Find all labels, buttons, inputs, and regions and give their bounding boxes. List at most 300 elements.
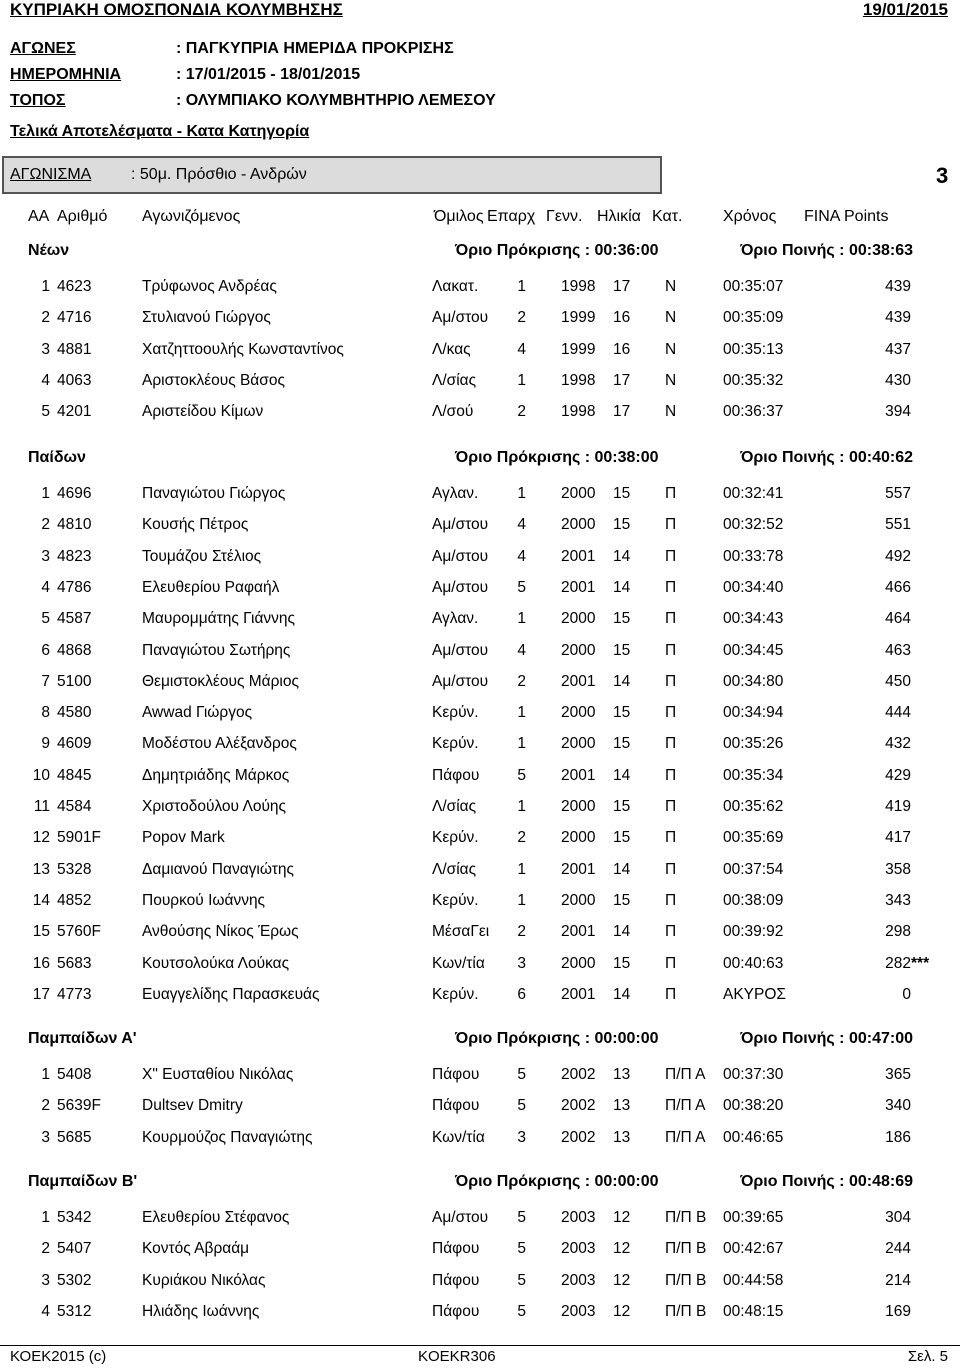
cell-time: 00:39:65 (723, 1209, 784, 1226)
cell-pos: 2 (41, 1240, 50, 1257)
cell-time: 00:34:40 (723, 579, 784, 596)
result-row (0, 372, 960, 403)
cell-club: Πάφου (432, 1240, 480, 1257)
cell-name: Popov Mark (142, 829, 225, 846)
cell-time: 00:42:67 (723, 1240, 784, 1257)
cell-id: 4696 (57, 485, 92, 502)
cell-year: 1998 (561, 372, 596, 389)
cell-name: Τουμάζου Στέλιος (142, 548, 262, 565)
cell-name: Τρύφωνος Ανδρέας (142, 278, 277, 295)
cell-club: Λ/σίας (432, 798, 477, 815)
cell-cat: Π/Π Β (665, 1240, 707, 1257)
footer-copyright: ΚΟΕΚ2015 (c) (10, 1348, 107, 1365)
cell-pos: 9 (41, 735, 50, 752)
cell-pts: 551 (885, 516, 911, 533)
cell-year: 2000 (561, 735, 596, 752)
cell-age: 15 (613, 485, 631, 502)
result-row (0, 861, 960, 892)
cell-name: Παναγιώτου Σωτήρης (142, 642, 291, 659)
cell-pts: 419 (885, 798, 911, 815)
cell-age: 15 (613, 892, 631, 909)
meta-label-competition: ΑΓΩΝΕΣ (10, 40, 76, 57)
cell-year: 2003 (561, 1209, 596, 1226)
cell-club: Πάφου (432, 767, 480, 784)
cell-dist: 2 (517, 403, 526, 420)
result-row (0, 1066, 960, 1097)
qualifying-limit: Όριο Πρόκρισης : 00:00:00 (455, 1173, 659, 1190)
cell-age: 12 (613, 1209, 631, 1226)
cell-year: 2000 (561, 798, 596, 815)
cell-pts: 429 (885, 767, 911, 784)
cell-pts: 430 (885, 372, 911, 389)
cell-year: 2003 (561, 1303, 596, 1320)
cell-cat: Π/Π Β (665, 1303, 707, 1320)
event-label: ΑΓΩΝΙΣΜΑ (10, 166, 92, 183)
cell-year: 2000 (561, 704, 596, 721)
cell-pos: 15 (32, 923, 50, 940)
cell-pts: 464 (885, 610, 911, 627)
cell-dist: 4 (517, 642, 526, 659)
cell-cat: Π (665, 829, 677, 846)
cell-age: 17 (613, 372, 631, 389)
cell-age: 14 (613, 986, 631, 1003)
cell-time: 00:34:45 (723, 642, 784, 659)
cell-dist: 1 (517, 278, 526, 295)
cell-name: Μαυρομμάτης Γιάννης (142, 610, 295, 627)
cell-time: 00:35:09 (723, 309, 784, 326)
cell-pos: 1 (41, 1066, 50, 1083)
qualifying-limit: Όριο Πρόκρισης : 00:00:00 (455, 1030, 659, 1047)
qualifying-limit: Όριο Πρόκρισης : 00:36:00 (455, 242, 659, 259)
cell-id: 5342 (57, 1209, 92, 1226)
cell-name: Ελευθερίου Στέφανος (142, 1209, 290, 1226)
cell-time: 00:35:07 (723, 278, 784, 295)
cell-age: 12 (613, 1303, 631, 1320)
penalty-limit: Όριο Ποινής : 00:38:63 (740, 242, 913, 259)
cell-id: 4852 (57, 892, 92, 909)
cell-club: Αγλαν. (432, 485, 479, 502)
cell-pts: 298 (885, 923, 911, 940)
cell-pos: 1 (41, 1209, 50, 1226)
cell-pos: 5 (41, 403, 50, 420)
cell-id: 5408 (57, 1066, 92, 1083)
cell-club: Κερύν. (432, 892, 479, 909)
cell-name: Ευαγγελίδης Παρασκευάς (142, 986, 320, 1003)
cell-time: 00:34:43 (723, 610, 784, 627)
cell-pts: 0 (902, 986, 911, 1003)
cell-name: Dultsev Dmitry (142, 1097, 243, 1114)
cell-dist: 5 (517, 767, 526, 784)
cell-age: 13 (613, 1129, 631, 1146)
report-subtitle: Τελικά Αποτελέσματα - Κατα Κατηγορία (10, 123, 310, 140)
col-header-category: Κατ. (652, 208, 683, 225)
result-row (0, 1272, 960, 1303)
result-row (0, 642, 960, 673)
cell-cat: Ν (665, 372, 677, 389)
cell-time: 00:35:69 (723, 829, 784, 846)
print-date: 19/01/2015 (862, 0, 948, 19)
cell-time: 00:36:37 (723, 403, 784, 420)
category-name: Παμπαίδων Β' (28, 1173, 138, 1190)
cell-year: 2001 (561, 767, 596, 784)
cell-name: Δημητριάδης Μάρκος (142, 767, 290, 784)
cell-age: 12 (613, 1240, 631, 1257)
cell-year: 2001 (561, 986, 596, 1003)
cell-pos: 12 (32, 829, 50, 846)
cell-dist: 2 (517, 309, 526, 326)
cell-time: 00:32:41 (723, 485, 784, 502)
cell-cat: Π/Π Β (665, 1272, 707, 1289)
cell-pts: 343 (885, 892, 911, 909)
cell-id: 5312 (57, 1303, 92, 1320)
cell-pos: 2 (41, 516, 50, 533)
result-row (0, 341, 960, 372)
cell-pos: 11 (33, 798, 50, 815)
col-header-club: Όμιλος (434, 208, 484, 225)
cell-cat: Π (665, 798, 677, 815)
cell-cat: Ν (665, 403, 677, 420)
col-header-name: Αγωνιζόμενος (142, 208, 241, 225)
cell-age: 13 (613, 1097, 631, 1114)
cell-time: 00:34:94 (723, 704, 784, 721)
cell-pts: 439 (885, 309, 911, 326)
cell-dist: 5 (517, 1272, 526, 1289)
cell-age: 14 (613, 923, 631, 940)
cell-age: 17 (613, 403, 631, 420)
result-row (0, 1129, 960, 1160)
cell-time: 00:39:92 (723, 923, 784, 940)
cell-club: Πάφου (432, 1066, 480, 1083)
col-header-fina-points: FINA Points (804, 208, 889, 225)
result-row (0, 923, 960, 954)
cell-pos: 3 (41, 341, 50, 358)
cell-pts: 432 (885, 735, 911, 752)
cell-club: ΜέσαΓει (432, 923, 490, 940)
result-row (0, 278, 960, 309)
cell-name: Χριστοδούλου Λούης (142, 798, 287, 815)
cell-name: Χ" Ευσταθίου Νικόλας (142, 1066, 294, 1083)
result-row (0, 548, 960, 579)
cell-pos: 8 (41, 704, 50, 721)
cell-dist: 1 (517, 610, 526, 627)
cell-pts: 214 (885, 1272, 911, 1289)
cell-age: 15 (613, 704, 631, 721)
cell-pts: 304 (885, 1209, 911, 1226)
cell-time: 00:35:26 (723, 735, 784, 752)
cell-club: Κων/τία (432, 955, 485, 972)
col-header-time: Χρόνος (723, 208, 777, 225)
cell-dist: 5 (517, 1066, 526, 1083)
cell-pts: 244 (885, 1240, 911, 1257)
cell-dist: 1 (517, 704, 526, 721)
federation-title: ΚΥΠΡΙΑΚΗ ΟΜΟΣΠΟΝΔΙΑ ΚΟΛΥΜΒΗΣΗΣ (10, 0, 343, 19)
cell-pts: 439 (885, 278, 911, 295)
category-name: Νέων (28, 242, 70, 259)
cell-club: Κερύν. (432, 735, 479, 752)
cell-club: Πάφου (432, 1303, 480, 1320)
cell-dist: 2 (517, 673, 526, 690)
cell-time: 00:35:32 (723, 372, 784, 389)
cell-year: 2002 (561, 1097, 596, 1114)
cell-cat: Π/Π Α (665, 1097, 706, 1114)
cell-pos: 6 (41, 642, 50, 659)
cell-pos: 3 (41, 1129, 50, 1146)
cell-id: 4810 (57, 516, 92, 533)
cell-id: 4201 (57, 403, 92, 420)
cell-pos: 4 (41, 1303, 50, 1320)
cell-id: 5639F (57, 1097, 101, 1114)
cell-age: 13 (613, 1066, 631, 1083)
result-row (0, 1209, 960, 1240)
cell-pts: 444 (885, 704, 911, 721)
cell-club: Λακατ. (432, 278, 479, 295)
cell-year: 1998 (561, 403, 596, 420)
event-banner (2, 156, 662, 194)
cell-dist: 5 (517, 1097, 526, 1114)
cell-cat: Ν (665, 278, 677, 295)
cell-dist: 4 (517, 516, 526, 533)
cell-club: Αμ/στου (432, 642, 489, 659)
cell-cat: Π (665, 955, 677, 972)
cell-club: Αμ/στου (432, 579, 489, 596)
col-header-age: Ηλικία (597, 208, 641, 225)
cell-year: 2000 (561, 955, 596, 972)
cell-cat: Π (665, 579, 677, 596)
col-header-district: Επαρχ (487, 208, 536, 225)
cell-pos: 3 (41, 548, 50, 565)
cell-club: Πάφου (432, 1097, 480, 1114)
cell-age: 15 (613, 829, 631, 846)
cell-club: Αμ/στου (432, 1209, 489, 1226)
cell-pos: 2 (41, 1097, 50, 1114)
cell-age: 16 (613, 341, 631, 358)
footer-divider (0, 1345, 960, 1346)
cell-year: 1999 (561, 309, 596, 326)
cell-cat: Π (665, 673, 677, 690)
cell-pts: 463 (885, 642, 911, 659)
result-row (0, 485, 960, 516)
cell-name: Πουρκού Ιωάννης (142, 892, 266, 909)
cell-year: 2001 (561, 548, 596, 565)
cell-club: Αμ/στου (432, 548, 489, 565)
cell-pts: 394 (885, 403, 911, 420)
cell-club: Κερύν. (432, 704, 479, 721)
cell-name: Ηλιάδης Ιωάννης (142, 1303, 260, 1320)
cell-name: Κοντός Αβραάμ (142, 1240, 250, 1257)
result-row (0, 767, 960, 798)
cell-pos: 1 (41, 485, 50, 502)
meta-value-venue: : ΟΛΥΜΠΙΑΚΟ ΚΟΛΥΜΒΗΤΗΡΙΟ ΛΕΜΕΣΟΥ (176, 92, 496, 109)
cell-year: 2001 (561, 861, 596, 878)
cell-year: 2000 (561, 610, 596, 627)
result-row (0, 610, 960, 641)
cell-time: 00:37:54 (723, 861, 784, 878)
event-name: : 50μ. Πρόσθιο - Ανδρών (131, 166, 307, 183)
cell-year: 1999 (561, 341, 596, 358)
meta-value-competition: : ΠΑΓΚΥΠΡΙΑ ΗΜΕΡΙΔΑ ΠΡΟΚΡΙΣΗΣ (176, 40, 454, 57)
cell-pos: 16 (32, 955, 50, 972)
cell-cat: Π (665, 923, 677, 940)
result-row (0, 1097, 960, 1128)
cell-time: ΑΚΥΡΟΣ (723, 986, 786, 1003)
cell-id: 4623 (57, 278, 92, 295)
cell-time: 00:44:58 (723, 1272, 784, 1289)
cell-pos: 4 (41, 372, 50, 389)
cell-pts: 557 (885, 485, 911, 502)
cell-year: 2002 (561, 1066, 596, 1083)
cell-pts: 282 (885, 955, 911, 972)
cell-pts: 340 (885, 1097, 911, 1114)
cell-age: 14 (613, 673, 631, 690)
cell-age: 15 (613, 610, 631, 627)
cell-cat: Π (665, 892, 677, 909)
cell-time: 00:35:34 (723, 767, 784, 784)
penalty-limit: Όριο Ποινής : 00:48:69 (740, 1173, 913, 1190)
footer-page-number: Σελ. 5 (907, 1348, 948, 1365)
cell-name: Στυλιανού Γιώργος (142, 309, 271, 326)
cell-age: 17 (613, 278, 631, 295)
cell-time: 00:38:20 (723, 1097, 784, 1114)
cell-pos: 1 (41, 278, 50, 295)
cell-year: 2001 (561, 673, 596, 690)
cell-pos: 17 (32, 986, 50, 1003)
qualifying-limit: Όριο Πρόκρισης : 00:38:00 (455, 449, 659, 466)
cell-cat: Π (665, 735, 677, 752)
result-row (0, 986, 960, 1017)
cell-name: Κουρμούζος Παναγιώτης (142, 1129, 313, 1146)
cell-time: 00:38:09 (723, 892, 784, 909)
cell-year: 2003 (561, 1240, 596, 1257)
cell-year: 2002 (561, 1129, 596, 1146)
cell-cat: Π/Π Α (665, 1066, 706, 1083)
cell-dist: 3 (517, 955, 526, 972)
cell-club: Λ/σίας (432, 372, 477, 389)
cell-club: Κων/τία (432, 1129, 485, 1146)
cell-name: Ελευθερίου Ραφαήλ (142, 579, 280, 596)
cell-club: Αμ/στου (432, 309, 489, 326)
cell-dist: 1 (517, 892, 526, 909)
cell-id: 4609 (57, 735, 92, 752)
cell-year: 2000 (561, 485, 596, 502)
cell-pos: 10 (32, 767, 50, 784)
result-row (0, 1303, 960, 1334)
cell-name: Αριστείδου Κίμων (142, 403, 264, 420)
cell-time: 00:48:15 (723, 1303, 784, 1320)
cell-club: Αγλαν. (432, 610, 479, 627)
cell-club: Πάφου (432, 1272, 480, 1289)
cell-age: 16 (613, 309, 631, 326)
cell-pts: 186 (885, 1129, 911, 1146)
cell-cat: Π/Π Α (665, 1129, 706, 1146)
cell-club: Αμ/στου (432, 516, 489, 533)
cell-id: 4580 (57, 704, 92, 721)
cell-club: Κερύν. (432, 829, 479, 846)
cell-time: 00:40:63 (723, 955, 784, 972)
cell-cat: Π (665, 610, 677, 627)
category-name: Παίδων (28, 449, 86, 466)
cell-dist: 4 (517, 341, 526, 358)
cell-pos: 13 (32, 861, 50, 878)
meta-label-date: ΗΜΕΡΟΜΗΝΙΑ (10, 66, 122, 83)
cell-id: 4773 (57, 986, 92, 1003)
cell-id: 4584 (57, 798, 92, 815)
cell-club: Λ/σίας (432, 861, 477, 878)
penalty-limit: Όριο Ποινής : 00:40:62 (740, 449, 913, 466)
cell-pts: 437 (885, 341, 911, 358)
cell-id: 4716 (57, 309, 92, 326)
cell-name: Κυριάκου Νικόλας (142, 1272, 266, 1289)
cell-pts: 169 (885, 1303, 911, 1320)
cell-id: 4881 (57, 341, 92, 358)
cell-id: 5683 (57, 955, 92, 972)
cell-pos: 14 (32, 892, 50, 909)
result-row (0, 579, 960, 610)
cell-name: Ανθούσης Νίκος Έρως (142, 923, 299, 940)
cell-id: 5407 (57, 1240, 92, 1257)
cell-id: 4587 (57, 610, 92, 627)
cell-club: Λ/σού (432, 403, 474, 420)
result-row (0, 403, 960, 434)
result-row (0, 798, 960, 829)
cell-id: 4786 (57, 579, 92, 596)
cell-pos: 4 (41, 579, 50, 596)
cell-dist: 1 (517, 798, 526, 815)
cell-year: 2001 (561, 579, 596, 596)
cell-time: 00:37:30 (723, 1066, 784, 1083)
cell-club: Αμ/στου (432, 673, 489, 690)
cell-name: Παναγιώτου Γιώργος (142, 485, 286, 502)
cell-time: 00:34:80 (723, 673, 784, 690)
cell-name: Μοδέστου Αλέξανδρος (142, 735, 297, 752)
cell-year: 2000 (561, 829, 596, 846)
cell-id: 5100 (57, 673, 92, 690)
cell-cat: Ν (665, 341, 677, 358)
result-row (0, 955, 960, 986)
cell-age: 14 (613, 861, 631, 878)
cell-time: 00:33:78 (723, 548, 784, 565)
cell-dist: 5 (517, 1303, 526, 1320)
cell-cat: Π (665, 548, 677, 565)
cell-pos: 2 (41, 309, 50, 326)
cell-age: 14 (613, 767, 631, 784)
cell-pos: 3 (41, 1272, 50, 1289)
cell-year: 2000 (561, 516, 596, 533)
cell-cat: Π (665, 485, 677, 502)
col-header-pos: ΑΑ (28, 208, 50, 225)
cell-cat: Π (665, 861, 677, 878)
cell-id: 4845 (57, 767, 92, 784)
cell-age: 14 (613, 548, 631, 565)
cell-dist: 2 (517, 923, 526, 940)
cell-pts: 365 (885, 1066, 911, 1083)
result-row (0, 829, 960, 860)
cell-year: 2001 (561, 923, 596, 940)
cell-pts: 466 (885, 579, 911, 596)
cell-age: 12 (613, 1272, 631, 1289)
result-row (0, 892, 960, 923)
result-row (0, 309, 960, 340)
cell-year: 2000 (561, 642, 596, 659)
col-header-id: Αριθμό (57, 208, 108, 225)
result-row (0, 673, 960, 704)
cell-time: 00:32:52 (723, 516, 784, 533)
cell-dist: 6 (517, 986, 526, 1003)
cell-name: Κουτσολούκα Λούκας (142, 955, 290, 972)
cell-time: 00:35:62 (723, 798, 784, 815)
cell-name: Κουσής Πέτρος (142, 516, 249, 533)
cell-id: 5302 (57, 1272, 92, 1289)
cell-age: 14 (613, 579, 631, 596)
